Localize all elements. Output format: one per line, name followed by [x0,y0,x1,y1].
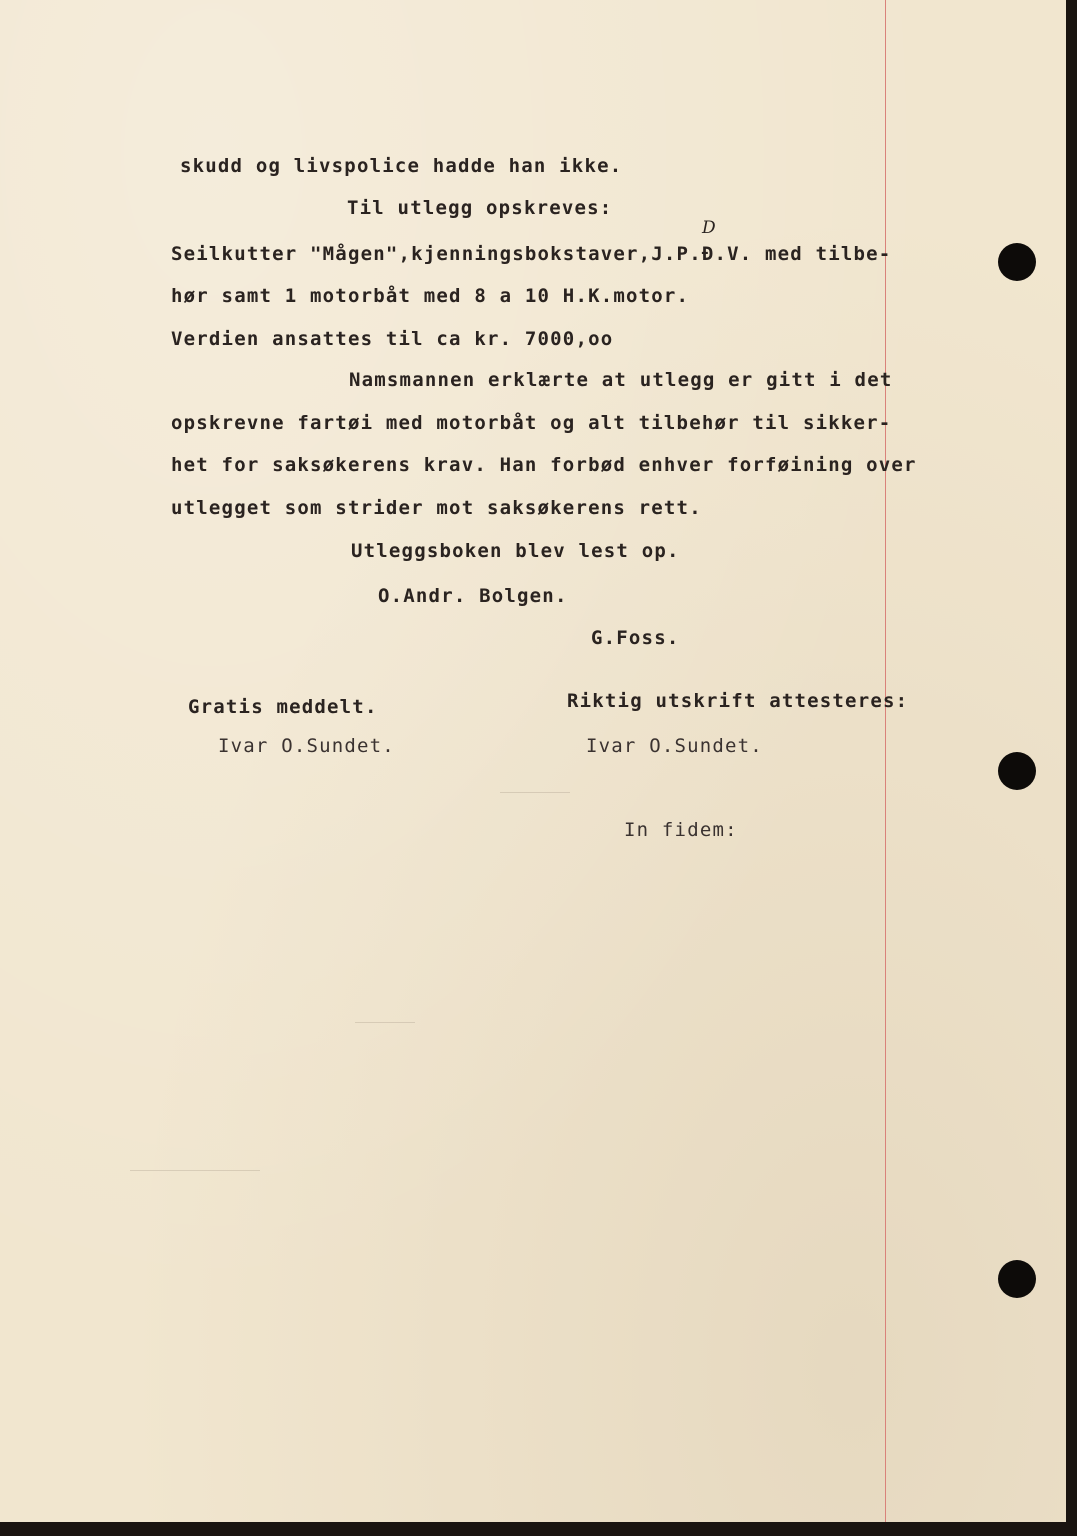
text-line: het for saksøkerens krav. Han forbød enhver forføining over [171,454,917,476]
red-margin-line [885,0,886,1522]
footer-right-name: Ivar O.Sundet. [586,735,763,757]
bleed-through-rule [130,1170,260,1171]
handwritten-correction: D [702,218,716,238]
text-line: Namsmannen erklærte at utlegg er gitt i det [349,369,893,391]
text-line: skudd og livspolice hadde han ikke. [180,155,623,177]
text-line: hør samt 1 motorbåt med 8 a 10 H.K.motor. [171,285,690,307]
footer-right-title: Riktig utskrift attesteres: [567,690,909,712]
footer-left-name: Ivar O.Sundet. [218,735,395,757]
signature-line: G.Foss. [591,627,680,649]
in-fidem-label: In fidem: [624,819,738,841]
text-line: Verdien ansattes til ca kr. 7000,oo [171,328,614,350]
punch-hole-bottom [998,1260,1036,1298]
footer-left-title: Gratis meddelt. [188,696,378,718]
text-line: Utleggsboken blev lest op. [351,540,680,562]
bleed-through-rule [355,1022,415,1023]
punch-hole-top [998,243,1036,281]
text-line: opskrevne fartøi med motorbåt og alt tilbehør til sikker- [171,412,892,434]
text-line: utlegget som strider mot saksøkerens rett. [171,497,702,519]
bleed-through-rule [500,792,570,793]
text-line: Seilkutter "Mågen",kjenningsbokstaver,J.P.Đ.V. med tilbe- [171,243,892,265]
punch-hole-middle [998,752,1036,790]
text-line: Til utlegg opskreves: [347,197,613,219]
signature-line: O.Andr. Bolgen. [378,585,568,607]
